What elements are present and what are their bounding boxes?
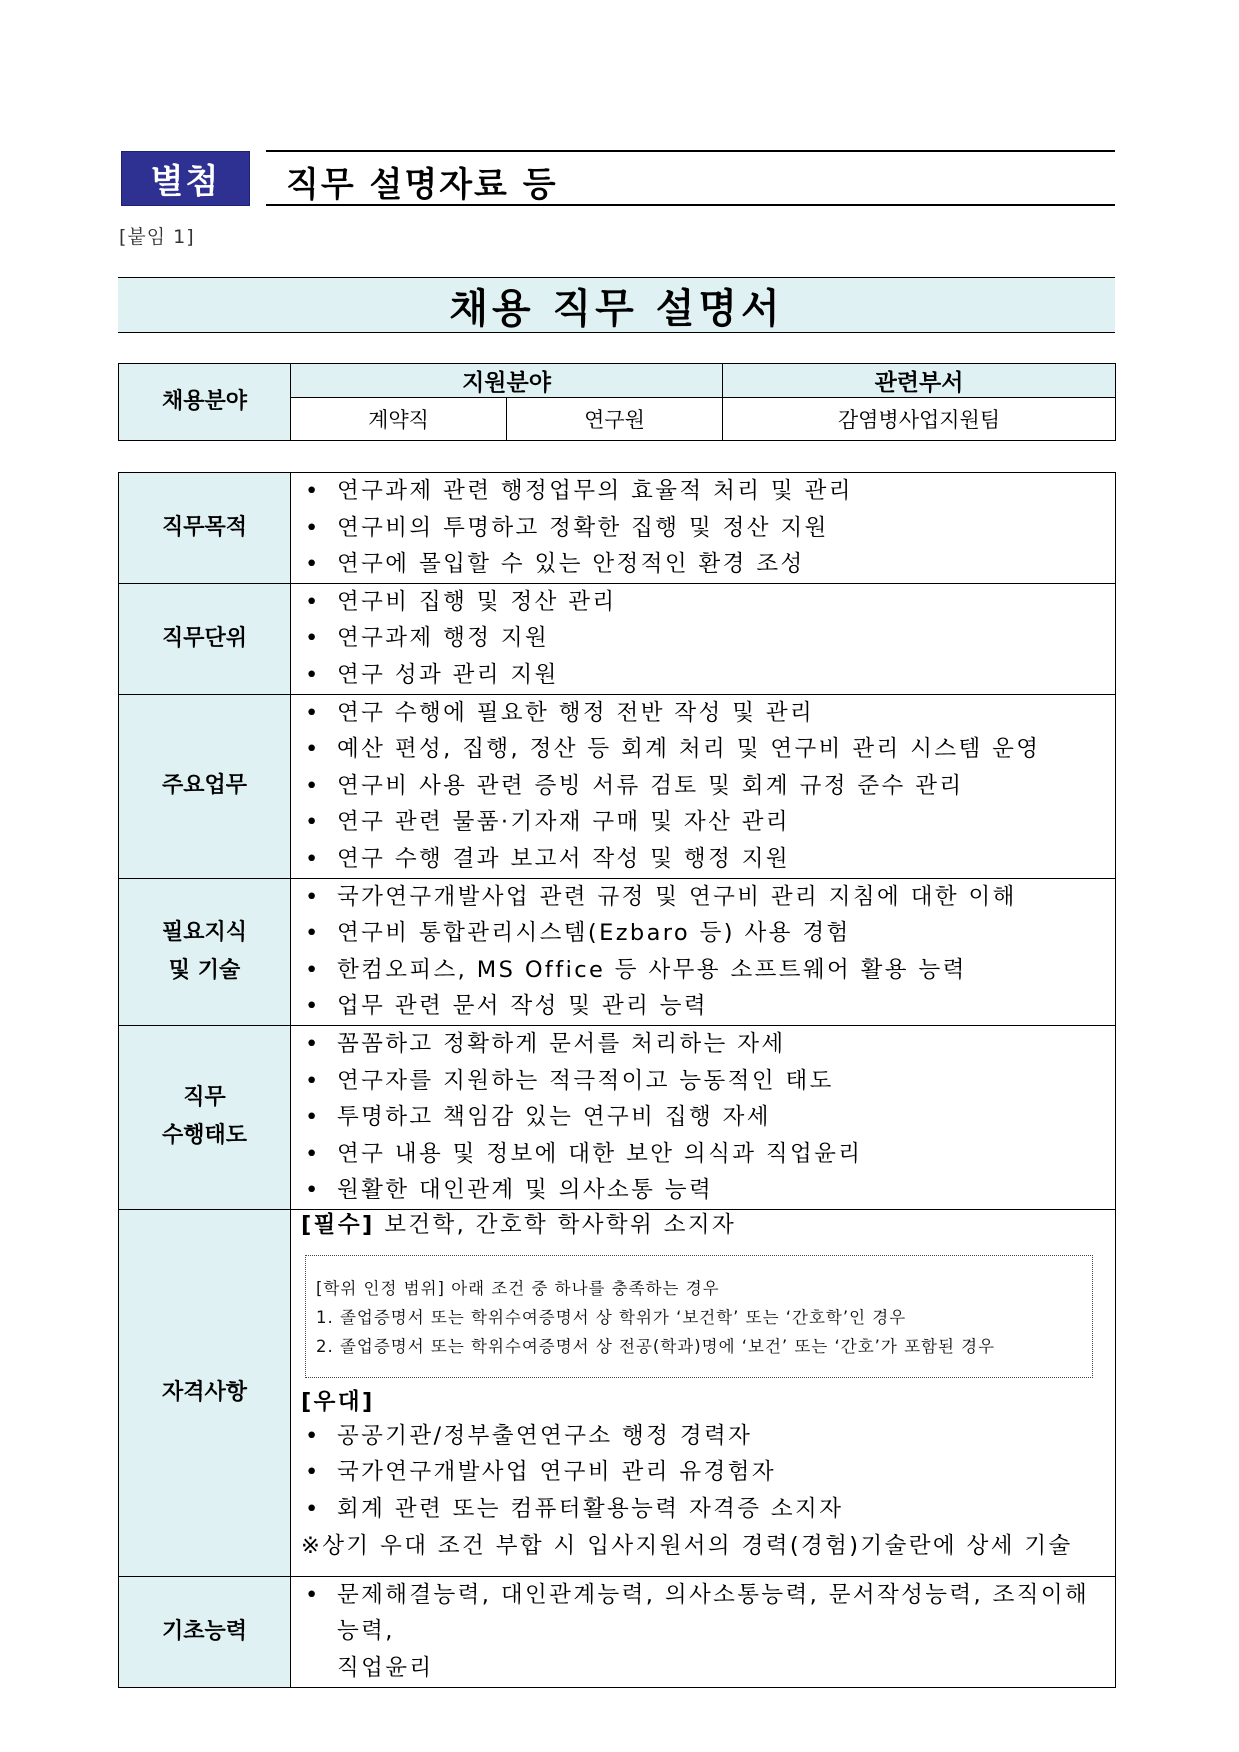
list-item: • 연구 성과 관리 지원 <box>301 657 1111 694</box>
list-item: • 연구비 사용 관련 증빙 서류 검토 및 회계 규정 준수 관리 <box>301 768 1111 805</box>
purpose-row <box>119 473 1116 584</box>
units-row <box>119 583 1116 694</box>
list-item: • 원활한 대인관계 및 의사소통 능력 <box>301 1172 1111 1209</box>
header-title: 직무 설명자료 등 <box>286 165 558 205</box>
appendix-badge: 별첨 <box>121 151 250 206</box>
attitude-label-line2: 수행태도 <box>161 1123 247 1149</box>
attachment-label: [붙임 1] <box>119 226 195 248</box>
qualification-label: 자격사항 <box>119 1209 291 1576</box>
header-title-bar <box>266 150 1115 206</box>
degree-scope-note <box>305 1255 1093 1378</box>
list-item <box>301 1577 1111 1687</box>
note-line: 2. 졸업증명서 또는 학위수여증명서 상 전공(학과)명에 ‘보건’ 또는 ‘간호’가 포함된 경우 <box>316 1336 996 1356</box>
basic-content <box>291 1576 1116 1687</box>
qualification-content <box>291 1209 1116 1576</box>
required-text: 보건학, 간호학 학사학위 소지자 <box>374 1211 737 1238</box>
list-item: • 연구비 통합관리시스템(Ezbaro 등) 사용 경험 <box>301 915 1111 952</box>
knowledge-label-line2: 및 기술 <box>168 957 241 983</box>
main-tasks-row <box>119 694 1116 878</box>
list-item: • 연구비의 투명하고 정확한 집행 및 정산 지원 <box>301 510 1111 547</box>
contract-type: 계약직 <box>291 398 507 441</box>
list-item: • 연구비 집행 및 정산 관리 <box>301 584 1111 621</box>
main-tasks-content <box>291 694 1116 878</box>
apply-field-header: 지원분야 <box>291 364 723 398</box>
list-item: • 회계 관련 또는 컴퓨터활용능력 자격증 소지자 <box>301 1491 1111 1528</box>
note-line: [학위 인정 범위] 아래 조건 중 하나를 충족하는 경우 <box>316 1278 720 1298</box>
list-item: • 연구에 몰입할 수 있는 안정적인 환경 조성 <box>301 546 1111 583</box>
knowledge-row <box>119 878 1116 1025</box>
attitude-row <box>119 1025 1116 1209</box>
job-description-table <box>118 472 1116 1688</box>
required-tag: [필수] <box>301 1211 375 1238</box>
note-line: 1. 졸업증명서 또는 학위수여증명서 상 학위가 ‘보건학’ 또는 ‘간호학’인 경우 <box>316 1307 907 1327</box>
list-item: • 연구자를 지원하는 적극적이고 능동적인 태도 <box>301 1063 1111 1100</box>
list-item: • 연구과제 관련 행정업무의 효율적 처리 및 관리 <box>301 473 1111 510</box>
knowledge-label <box>119 878 291 1025</box>
attitude-label <box>119 1025 291 1209</box>
list-item: • 예산 편성, 집행, 정산 등 회계 처리 및 연구비 관리 시스템 운영 <box>301 731 1111 768</box>
list-item: • 공공기관/정부출연연구소 행정 경력자 <box>301 1418 1111 1455</box>
required-line <box>301 1210 1111 1241</box>
list-item: • 연구과제 행정 지원 <box>301 620 1111 657</box>
list-item: • 연구 수행에 필요한 행정 전반 작성 및 관리 <box>301 695 1111 732</box>
attitude-content <box>291 1025 1116 1209</box>
qualification-row <box>119 1209 1116 1576</box>
document-title-box <box>118 277 1115 333</box>
knowledge-label-line1: 필요지식 <box>161 919 247 945</box>
list-item: • 연구 내용 및 정보에 대한 보안 의식과 직업윤리 <box>301 1136 1111 1173</box>
list-item: • 국가연구개발사업 연구비 관리 유경험자 <box>301 1454 1111 1491</box>
attitude-label-line1: 직무 <box>183 1085 226 1111</box>
basic-label: 기초능력 <box>119 1576 291 1687</box>
main-tasks-label: 주요업무 <box>119 694 291 878</box>
document-title: 채용 직무 설명서 <box>449 285 784 332</box>
recruitment-label: 채용분야 <box>119 364 291 441</box>
list-item: • 한컴오피스, MS Office 등 사무용 소프트웨어 활용 능력 <box>301 952 1111 989</box>
list-item: • 업무 관련 문서 작성 및 관리 능력 <box>301 988 1111 1025</box>
preferred-tag: [우대] <box>301 1388 375 1415</box>
purpose-label: 직무목적 <box>119 473 291 584</box>
list-item: • 연구 관련 물품·기자재 구매 및 자산 관리 <box>301 804 1111 841</box>
department: 감염병사업지원팀 <box>723 398 1116 441</box>
purpose-content <box>291 473 1116 584</box>
recruitment-field-table <box>118 363 1116 441</box>
units-content <box>291 583 1116 694</box>
list-item: • 연구 수행 결과 보고서 작성 및 행정 지원 <box>301 841 1111 878</box>
department-header: 관련부서 <box>723 364 1116 398</box>
basic-row <box>119 1576 1116 1687</box>
basic-line2: 직업윤리 <box>337 1655 434 1682</box>
position: 연구원 <box>507 398 723 441</box>
list-item: • 국가연구개발사업 관련 규정 및 연구비 관리 지침에 대한 이해 <box>301 879 1111 916</box>
knowledge-content <box>291 878 1116 1025</box>
basic-line1: 문제해결능력, 대인관계능력, 의사소통능력, 문서작성능력, 조직이해능력, <box>337 1581 1090 1645</box>
preferred-remark: ※상기 우대 조건 부합 시 입사지원서의 경력(경험)기술란에 상세 기술 <box>301 1532 1073 1559</box>
units-label: 직무단위 <box>119 583 291 694</box>
list-item: • 꼼꼼하고 정확하게 문서를 처리하는 자세 <box>301 1026 1111 1063</box>
list-item: • 투명하고 책임감 있는 연구비 집행 자세 <box>301 1099 1111 1136</box>
